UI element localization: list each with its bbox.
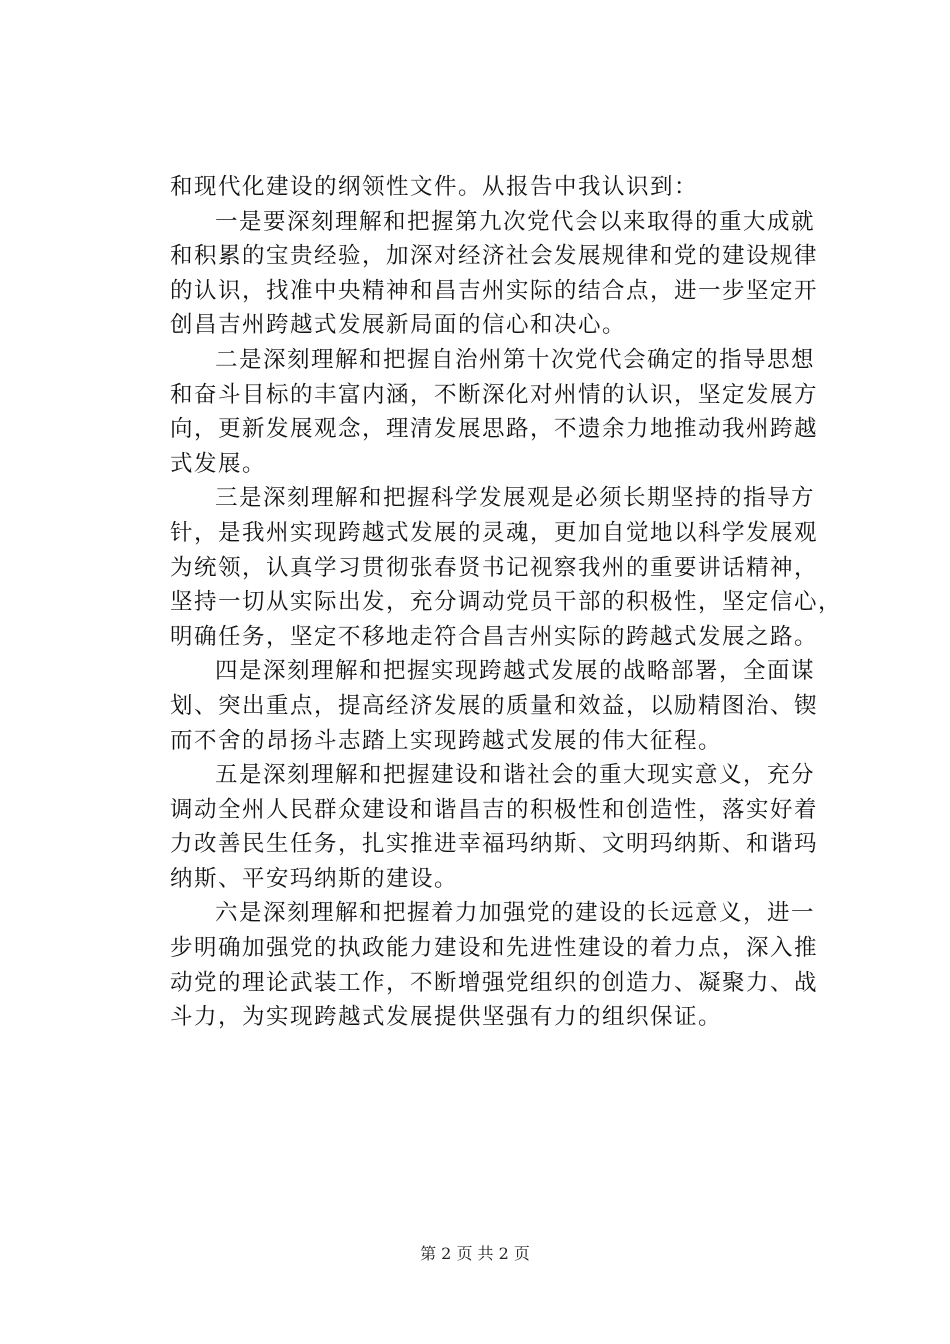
text-line: 坚持一切从实际出发，充分调动党员干部的积极性，坚定信心，: [170, 589, 843, 616]
paragraph-start-line: 六是深刻理解和把握着力加强党的建设的长远意义，进一: [215, 900, 816, 927]
paragraph-start-line: 二是深刻理解和把握自治州第十次党代会确定的指导思想: [215, 346, 816, 373]
text-line: 斗力，为实现跨越式发展提供坚强有力的组织保证。: [170, 1004, 723, 1031]
page-number-label: 第 2 页 共 2 页: [420, 1244, 530, 1263]
text-line: 纳斯、平安玛纳斯的建设。: [170, 865, 459, 892]
document-body: [170, 170, 845, 1035]
text-line: 式发展。: [170, 450, 267, 477]
paragraph-start-line: 三是深刻理解和把握科学发展观是必须长期坚持的指导方: [215, 485, 816, 512]
text-line: 而不舍的昂扬斗志踏上实现跨越式发展的伟大征程。: [170, 727, 723, 754]
text-line: 力改善民生任务，扎实推进幸福玛纳斯、文明玛纳斯、和谐玛: [170, 831, 819, 858]
text-line: 动党的理论武装工作，不断增强党组织的创造力、凝聚力、战: [170, 969, 819, 996]
text-line: 划、突出重点，提高经济发展的质量和效益，以励精图治、锲: [170, 692, 819, 719]
paragraph-start-line: 一是要深刻理解和把握第九次党代会以来取得的重大成就: [215, 208, 816, 235]
text-line: 明确任务，坚定不移地走符合昌吉州实际的跨越式发展之路。: [170, 623, 819, 650]
text-line: 和积累的宝贵经验，加深对经济社会发展规律和党的建设规律: [170, 243, 819, 270]
text-line: 步明确加强党的执政能力建设和先进性建设的着力点，深入推: [170, 935, 819, 962]
text-line: 向，更新发展观念，理清发展思路，不遗余力地推动我州跨越: [170, 416, 819, 443]
text-line: 的认识，找准中央精神和昌吉州实际的结合点，进一步坚定开: [170, 277, 819, 304]
text-line: 为统领，认真学习贯彻张春贤书记视察我州的重要讲话精神，: [170, 554, 819, 581]
paragraph-start-line: 四是深刻理解和把握实现跨越式发展的战略部署，全面谋: [215, 658, 816, 685]
text-line: 和奋斗目标的丰富内涵，不断深化对州情的认识，坚定发展方: [170, 381, 819, 408]
text-line: 和现代化建设的纲领性文件。从报告中我认识到：: [170, 174, 699, 200]
text-line: 调动全州人民群众建设和谐昌吉的积极性和创造性，落实好着: [170, 796, 819, 823]
page-footer: [0, 1244, 950, 1264]
text-line: 针，是我州实现跨越式发展的灵魂，更加自觉地以科学发展观: [170, 519, 819, 546]
text-line: 创昌吉州跨越式发展新局面的信心和决心。: [170, 312, 627, 339]
paragraph-start-line: 五是深刻理解和把握建设和谐社会的重大现实意义，充分: [215, 762, 816, 789]
